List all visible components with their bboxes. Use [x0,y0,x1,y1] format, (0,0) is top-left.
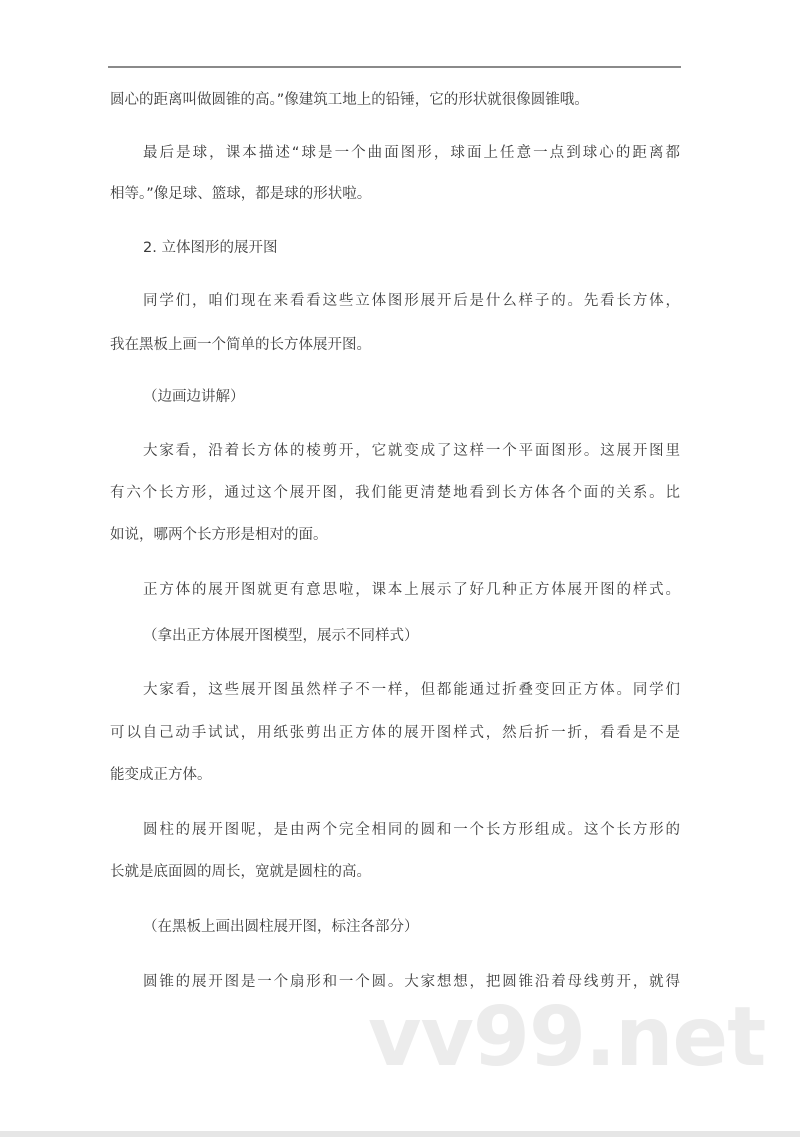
header-rule [108,66,681,68]
text-line: （在黑板上画出圆柱展开图，标注各部分） [143,919,419,935]
text-line: 能变成正方体。 [110,767,212,783]
text-line: 可以自己动手试试，用纸张剪出正方体的展开图样式，然后折一折，看看是不是 [110,725,680,741]
text-line: （拿出正方体展开图模型，展示不同样式） [143,628,419,644]
text-line: 最后是球，课本描述“球是一个曲面图形，球面上任意一点到球心的距离都 [143,145,680,161]
text-line: （边画边讲解） [143,389,245,405]
text-line: 相等。”像足球、篮球，都是球的形状啦。 [110,186,372,202]
text-line: 同学们，咱们现在来看看这些立体图形展开后是什么样子的。先看长方体， [143,293,680,309]
page-bottom-edge [0,1131,800,1137]
text-line: 大家看，这些展开图虽然样子不一样，但都能通过折叠变回正方体。同学们 [143,682,680,698]
text-line: 圆锥的展开图是一个扇形和一个圆。大家想想，把圆锥沿着母线剪开，就得 [143,974,680,990]
text-line: 如说，哪两个长方形是相对的面。 [110,527,328,543]
text-line: 有六个长方形，通过这个展开图，我们能更清楚地看到长方体各个面的关系。比 [110,485,680,501]
text-line: 圆柱的展开图呢，是由两个完全相同的圆和一个长方形组成。这个长方形的 [143,822,680,838]
text-line: 长就是底面圆的周长，宽就是圆柱的高。 [110,864,371,880]
text-line: 我在黑板上画一个简单的长方体展开图。 [110,337,371,353]
watermark: vv99.net [368,990,766,1085]
text-line: 大家看，沿着长方体的棱剪开，它就变成了这样一个平面图形。这展开图里 [143,443,680,459]
text-line: 正方体的展开图就更有意思啦，课本上展示了好几种正方体展开图的样式。 [143,582,680,598]
text-line: 圆心的距离叫做圆锥的高。”像建筑工地上的铅锤，它的形状就很像圆锥哦。 [110,92,589,108]
section-heading: 2. 立体图形的展开图 [143,240,278,256]
